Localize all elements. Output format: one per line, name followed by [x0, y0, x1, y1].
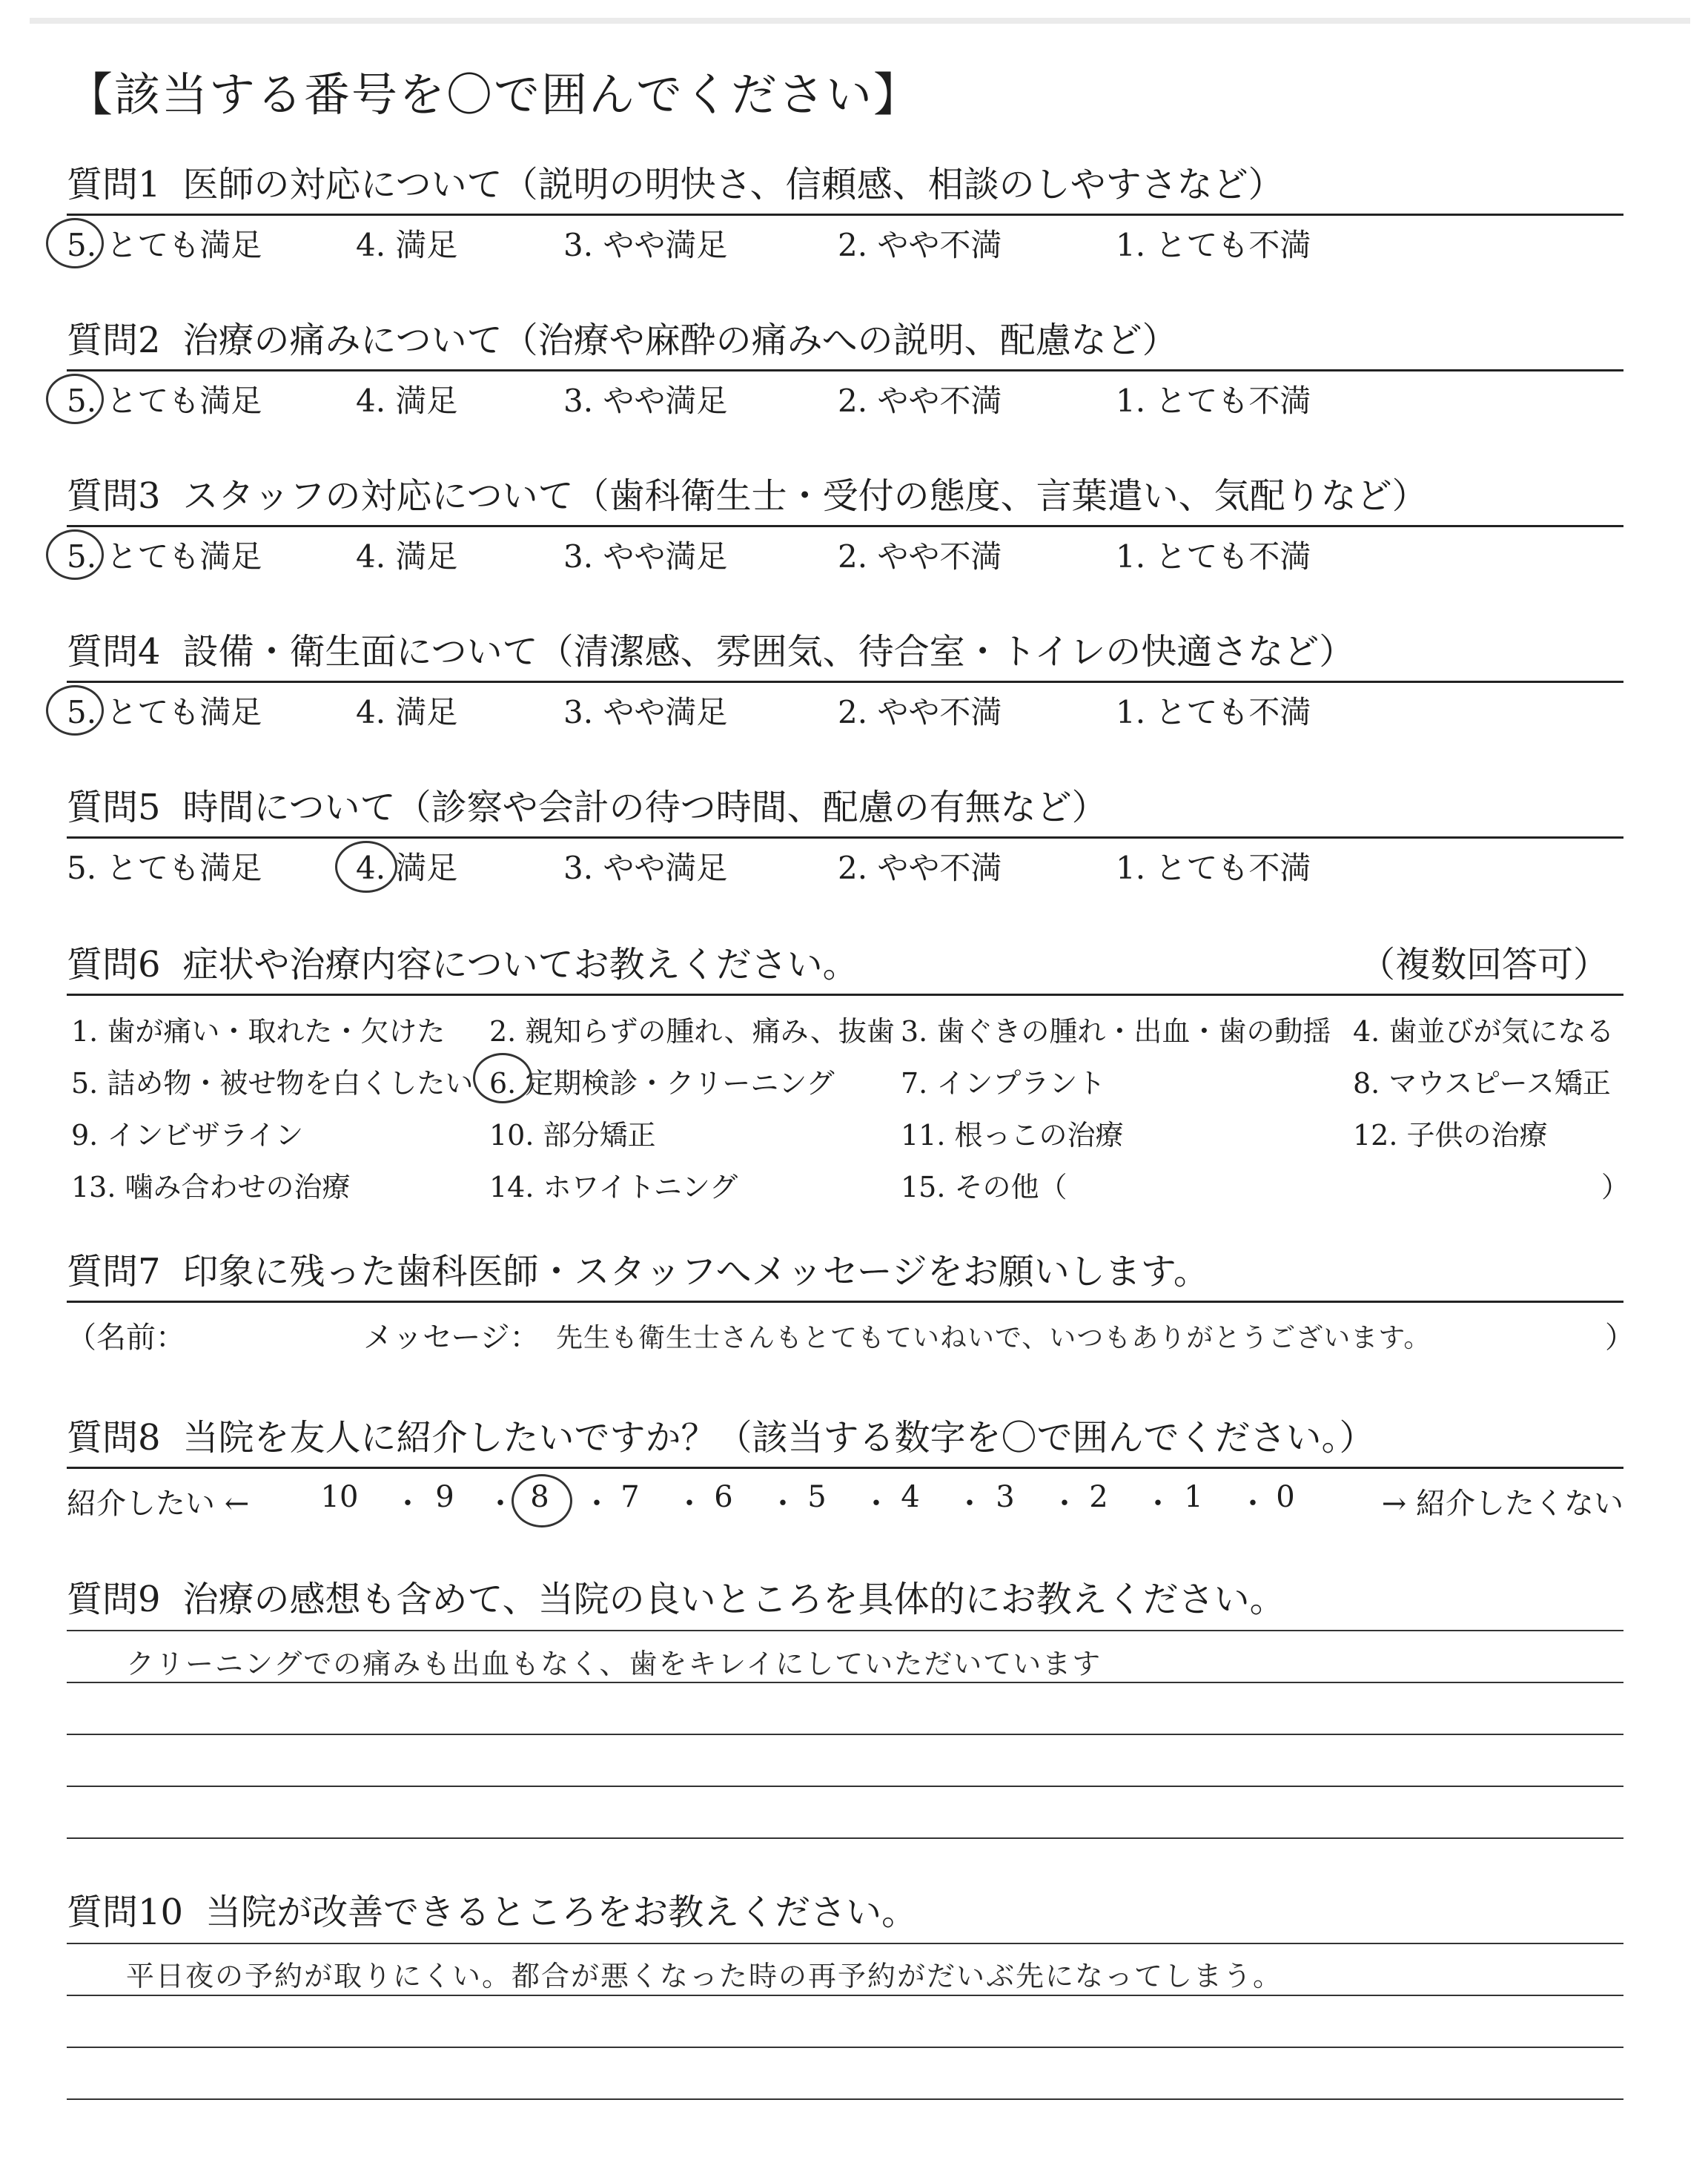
question-9 [67, 1571, 1623, 1680]
other-close-paren: ） [1601, 1171, 1630, 1203]
divider [67, 1467, 1623, 1469]
symptom-option[interactable]: 14. ホワイトニング [489, 1171, 738, 1203]
scale-value-2[interactable]: 2 [1089, 1480, 1108, 1514]
rating-options [67, 688, 1623, 736]
symptom-option[interactable]: 4. 歯並びが気になる [1353, 1015, 1615, 1048]
question-number: 質問3 [67, 475, 161, 517]
question-number: 質問4 [67, 631, 161, 673]
option-5[interactable]: 5. とても満足 [67, 850, 262, 886]
question-text: 当院を友人に紹介したいですか？（該当する数字を〇で囲んでください。） [182, 1417, 1375, 1459]
scale-separator: ・ [675, 1487, 704, 1521]
rating-options [67, 221, 1623, 268]
question-text: 印象に残った歯科医師・スタッフへメッセージをお願いします。 [182, 1251, 1209, 1292]
question-3 [67, 467, 1623, 575]
question-1 [67, 156, 1623, 263]
option-2[interactable]: 2. やや不満 [838, 694, 1002, 730]
option-4[interactable]: 4. 満足 [356, 694, 458, 730]
scale-separator: ・ [1238, 1487, 1268, 1521]
scale-separator: ・ [768, 1487, 798, 1521]
answer-line [67, 2098, 1623, 2100]
option-1[interactable]: 1. とても不満 [1116, 850, 1311, 886]
question-number: 質問1 [67, 164, 161, 205]
option-5[interactable]: 5. とても満足 [67, 538, 262, 575]
answer-line [67, 1682, 1623, 1683]
scale-right-label: → 紹介したくない [1381, 1487, 1623, 1521]
question-6 [67, 936, 1630, 1203]
scale-separator: ・ [861, 1487, 891, 1521]
scale-value-3[interactable]: 3 [996, 1480, 1015, 1514]
scale-separator: ・ [486, 1487, 515, 1521]
option-4[interactable]: 4. 満足 [356, 850, 458, 886]
question-number: 質問7 [67, 1251, 161, 1292]
scale-separator: ・ [1050, 1487, 1079, 1521]
option-1[interactable]: 1. とても不満 [1116, 538, 1311, 575]
symptom-option[interactable]: 12. 子供の治療 [1353, 1119, 1548, 1152]
divider [67, 994, 1623, 996]
message-label: メッセージ： [363, 1321, 540, 1355]
option-1[interactable]: 1. とても不満 [1116, 227, 1311, 263]
question-number: 質問9 [67, 1579, 161, 1620]
divider [67, 214, 1623, 216]
scale-separator: ・ [955, 1487, 984, 1521]
question-10 [67, 1883, 1623, 1992]
answer-line [67, 1630, 1623, 1631]
divider [67, 836, 1623, 839]
divider [67, 681, 1623, 683]
question-text: 時間について（診察や会計の待つ時間、配慮の有無など） [182, 787, 1108, 828]
symptom-option[interactable]: 11. 根っこの治療 [901, 1119, 1124, 1152]
question-text: 当院が改善できるところをお教えください。 [205, 1892, 918, 1933]
option-3[interactable]: 3. やや満足 [563, 538, 728, 575]
question-text: 医師の対応について（説明の明快さ、信頼感、相談のしやすさなど） [182, 164, 1284, 205]
answer-line [67, 1943, 1623, 1944]
answer-line [67, 2047, 1623, 2048]
symptom-option[interactable]: 9. インビザライン [71, 1119, 304, 1152]
multiple-answer-note: （複数回答可） [1359, 944, 1609, 985]
symptom-option[interactable]: 2. 親知らずの腫れ、痛み、抜歯 [489, 1015, 895, 1048]
rating-options [67, 377, 1623, 424]
question-7 [67, 1243, 1635, 1355]
option-2[interactable]: 2. やや不満 [838, 538, 1002, 575]
symptom-option[interactable]: 5. 詰め物・被せ物を白くしたい [71, 1067, 474, 1100]
scale-left-label: 紹介したい ← [67, 1487, 250, 1521]
question-text: 設備・衛生面について（清潔感、雰囲気、待合室・トイレの快適さなど） [182, 631, 1355, 673]
symptom-option[interactable]: 10. 部分矯正 [489, 1119, 656, 1152]
divider [67, 525, 1623, 527]
handwritten-answer: 平日夜の予約が取りにくい。都合が悪くなった時の再予約がだいぶ先になってしまう。 [126, 1960, 1283, 1992]
close-paren: ） [1605, 1321, 1635, 1355]
option-4[interactable]: 4. 満足 [356, 538, 458, 575]
scale-value-10[interactable]: 10 [320, 1480, 359, 1514]
option-5[interactable]: 5. とても満足 [67, 227, 262, 263]
scale-value-5[interactable]: 5 [807, 1480, 827, 1514]
option-3[interactable]: 3. やや満足 [563, 694, 728, 730]
scale-separator: ・ [1143, 1487, 1173, 1521]
scale-separator: ・ [582, 1487, 612, 1521]
question-text: 治療の痛みについて（治療や麻酔の痛みへの説明、配慮など） [182, 320, 1178, 361]
name-label: （名前： [67, 1321, 185, 1355]
symptom-option[interactable]: 8. マウスピース矯正 [1353, 1067, 1611, 1100]
question-8 [67, 1409, 1623, 1521]
symptom-option[interactable]: 6. 定期検診・クリーニング [489, 1067, 835, 1100]
scale-value-0[interactable]: 0 [1276, 1480, 1295, 1514]
question-number: 質問8 [67, 1417, 161, 1459]
handwritten-message[interactable]: 先生も衛生士さんもとてもていねいで、いつもありがとうございます。 [556, 1323, 1431, 1353]
option-3[interactable]: 3. やや満足 [563, 383, 728, 419]
answer-line [67, 1734, 1623, 1735]
scale-value-8[interactable]: 8 [530, 1480, 549, 1514]
divider [67, 369, 1623, 371]
scan-edge [30, 18, 1690, 24]
option-5[interactable]: 5. とても満足 [67, 383, 262, 419]
question-text: 症状や治療内容についてお教えください。 [182, 944, 858, 985]
option-4[interactable]: 4. 満足 [356, 227, 458, 263]
option-2[interactable]: 2. やや不満 [838, 850, 1002, 886]
question-number: 質問5 [67, 787, 161, 828]
recommend-scale [67, 1480, 1623, 1525]
scale-value-9[interactable]: 9 [435, 1480, 454, 1514]
option-1[interactable]: 1. とても不満 [1116, 694, 1311, 730]
page-title: 【該当する番号を〇で囲んでください】 [67, 67, 921, 122]
answer-line [67, 1786, 1623, 1787]
rating-options [67, 532, 1623, 580]
divider [67, 1301, 1623, 1303]
symptom-option[interactable]: 1. 歯が痛い・取れた・欠けた [71, 1015, 446, 1048]
question-text: 治療の感想も含めて、当院の良いところを具体的にお教えください。 [182, 1579, 1285, 1620]
scale-value-7[interactable]: 7 [620, 1480, 640, 1514]
symptom-option[interactable]: 3. 歯ぐきの腫れ・出血・歯の動揺 [901, 1015, 1331, 1048]
answer-line [67, 1837, 1623, 1839]
scale-value-1[interactable]: 1 [1184, 1480, 1203, 1514]
handwritten-answer: クリーニングでの痛みも出血もなく、歯をキレイにしていただいています [126, 1648, 1102, 1680]
question-4 [67, 623, 1623, 730]
option-2[interactable]: 2. やや不満 [838, 383, 1002, 419]
scale-value-4[interactable]: 4 [901, 1480, 920, 1514]
question-number: 質問10 [67, 1892, 184, 1933]
option-3[interactable]: 3. やや満足 [563, 227, 728, 263]
rating-options [67, 844, 1623, 891]
symptom-option[interactable]: 15. その他（ [901, 1171, 1068, 1203]
question-5 [67, 779, 1623, 886]
question-2 [67, 311, 1623, 419]
option-4[interactable]: 4. 満足 [356, 383, 458, 419]
question-number: 質問6 [67, 944, 161, 985]
symptom-option[interactable]: 13. 噛み合わせの治療 [71, 1171, 351, 1203]
question-text: スタッフの対応について（歯科衛生士・受付の態度、言葉遣い、気配りなど） [182, 475, 1428, 517]
option-1[interactable]: 1. とても不満 [1116, 383, 1311, 419]
symptom-option[interactable]: 7. インプラント [901, 1067, 1106, 1100]
option-2[interactable]: 2. やや不満 [838, 227, 1002, 263]
answer-line [67, 1995, 1623, 1996]
option-3[interactable]: 3. やや満足 [563, 850, 728, 886]
option-5[interactable]: 5. とても満足 [67, 694, 262, 730]
scale-value-6[interactable]: 6 [714, 1480, 733, 1514]
scale-separator: ・ [393, 1487, 423, 1521]
question-number: 質問2 [67, 320, 161, 361]
